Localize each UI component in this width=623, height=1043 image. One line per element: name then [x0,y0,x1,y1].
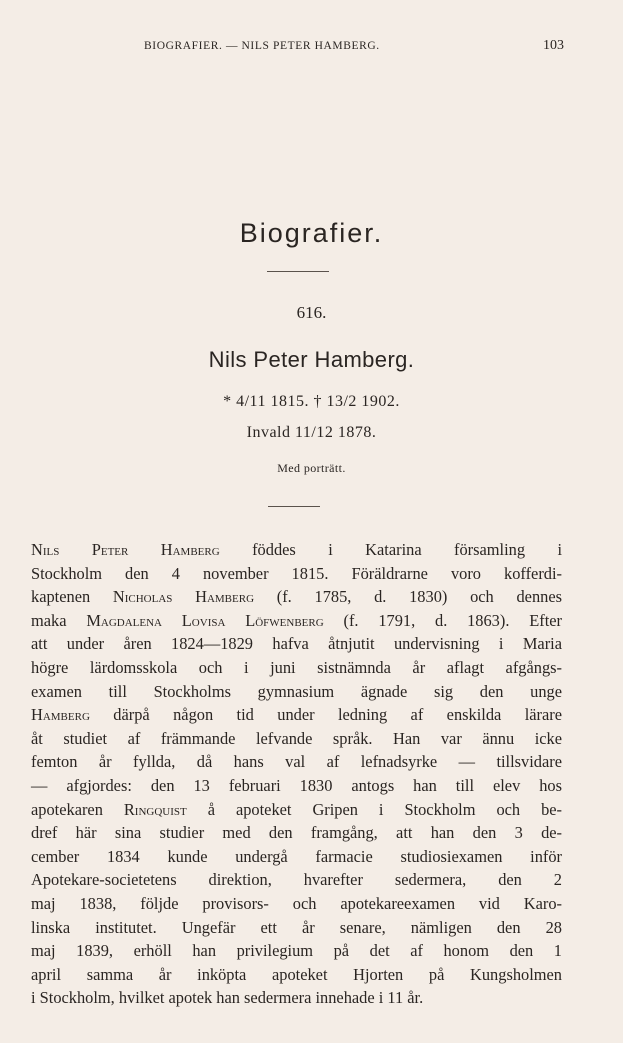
text-span: linska institutet. Ungefär ett år senare, nämligen den 28 [31,917,562,937]
text-line [31,703,562,727]
text-span: å apoteket Gripen i Stockholm och be- [186,799,563,819]
text-span: Apotekare-societetens direktion, hvarefter sedermera, den 2 [31,870,562,890]
text-span: examen till Stockholms gymnasium ägnade sig den unge [31,681,562,701]
text-line [31,750,562,774]
section-title: Biografier. [239,218,384,248]
text-line [31,892,562,916]
text-line [31,727,562,751]
text-line [31,986,562,1010]
running-head-title: BIOGRAFIER. — NILS PETER HAMBERG. [144,40,380,52]
text-line [31,798,562,822]
page-number: 103 [543,38,564,53]
text-span: Stockholm den 4 november 1815. Föräldrarne voro kofferdi- [31,563,562,583]
text-line [31,562,562,586]
text-span: maka [31,610,87,630]
text-span: dref här sina studier med den framgång, att han den 3 de- [31,823,562,843]
person-name: Hamberg [31,705,90,725]
text-span: maj 1838, följde provisors- och apotekareexamen vid Karo- [31,893,562,913]
text-line [31,845,562,869]
text-line [31,632,562,656]
text-span: åt studiet af främmande lefvande språk. Han var ännu icke [31,728,562,748]
text-line [31,656,562,680]
text-span: apotekaren [31,799,124,819]
text-line [31,916,562,940]
text-span: maj 1839, erhöll han privilegium på det af honom den 1 [31,941,562,961]
text-line [31,585,562,609]
divider-rule [268,506,320,507]
person-name: Nils Peter Hamberg [31,540,220,559]
text-span: — afgjordes: den 13 februari 1830 antogs han till elev hos [31,775,562,795]
entry-dates: * 4/11 1815. † 13/2 1902. [223,393,400,410]
divider-rule [267,271,329,272]
text-line [31,609,562,633]
entry-elected: Invald 11/12 1878. [246,424,377,441]
text-span: därpå någon tid under ledning af enskilda lärare [89,705,562,725]
text-span: kaptenen [31,587,113,607]
text-span: högre lärdomsskola och i juni sistnämnda år aflagt afgångs- [31,657,562,677]
text-span: april samma år inköpta apoteket Hjorten på Kungsholmen [31,964,562,984]
text-span: (f. 1791, d. 1863). Efter [323,610,563,630]
text-line [31,963,562,987]
entry-name: Nils Peter Hamberg. [208,347,415,372]
text-line [31,939,562,963]
person-name: Magdalena Lovisa Löfwenberg [86,610,324,630]
entry-number: 616. [296,303,327,322]
text-line [31,538,562,562]
text-line [31,821,562,845]
text-span: i Stockholm, hvilket apotek han sedermera innehade i 11 år. [31,988,424,1008]
text-line [31,868,562,892]
person-name: Nicholas Hamberg [112,587,255,607]
portrait-note: Med porträtt. [277,461,346,475]
text-span: föddes i Katarina församling i [219,540,563,559]
person-name: Ringquist [123,799,187,819]
text-span: att under åren 1824—1829 hafva åtnjutit undervisning i Maria [31,634,562,654]
text-line [31,680,562,704]
body-text [31,538,562,1010]
text-line [31,774,562,798]
text-span: femton år fyllda, då hans val af lefnadsyrke — tillsvidare [31,752,562,772]
text-span: cember 1834 kunde undergå farmacie studiosiexamen inför [31,846,562,866]
text-span: (f. 1785, d. 1830) och dennes [254,587,562,607]
